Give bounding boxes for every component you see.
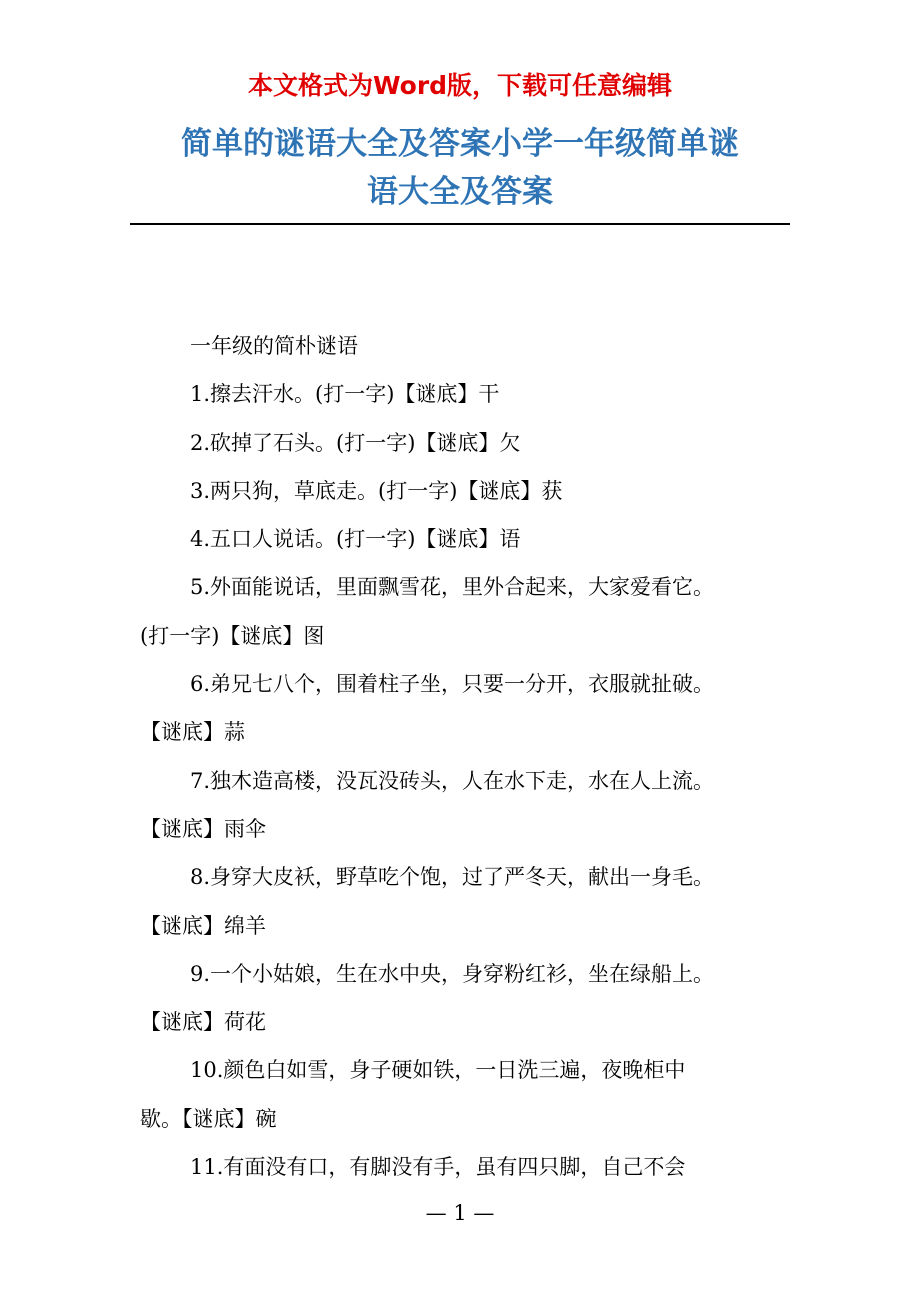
riddle-text-continued: 【谜底】雨伞 (140, 816, 266, 841)
riddle-text-continued: 【谜底】荷花 (140, 1010, 266, 1035)
riddle-item-4 (140, 515, 795, 563)
riddle-text: 3.两只狗，草底走。(打一字)【谜底】获 (190, 478, 563, 503)
riddle-text: 11.有面没有口，有脚没有手，虽有四只脚，自己不会 (190, 1155, 686, 1180)
riddle-item-3 (140, 467, 795, 515)
riddle-text-continued: 【谜底】蒜 (140, 720, 245, 745)
riddle-item-9 (140, 950, 795, 1047)
document-title-line-2: 语大全及答案 (367, 174, 553, 210)
riddle-item-2 (140, 419, 795, 467)
riddle-text-continued: 歇。【谜底】碗 (140, 1106, 277, 1131)
riddle-text: 2.砍掉了石头。(打一字)【谜底】欠 (190, 430, 521, 455)
riddle-text: 6.弟兄七八个，围着柱子坐，只要一分开，衣服就扯破。 (190, 672, 715, 697)
title-divider (130, 223, 790, 225)
document-title-line-1: 简单的谜语大全及答案小学一年级简单谜 (181, 126, 739, 162)
riddle-item-6 (140, 660, 795, 757)
riddle-text-continued: 【谜底】绵羊 (140, 913, 266, 938)
riddle-item-10 (140, 1046, 795, 1143)
riddle-text: 1.擦去汗水。(打一字)【谜底】干 (190, 382, 500, 407)
riddle-text: 5.外面能说话，里面飘雪花，里外合起来，大家爱看它。 (190, 575, 715, 600)
riddle-item-5 (140, 563, 795, 660)
riddle-text: 8.身穿大皮袄，野草吃个饱，过了严冬天，献出一身毛。 (190, 865, 715, 890)
riddle-item-8 (140, 853, 795, 950)
riddle-text: 10.颜色白如雪，身子硬如铁，一日洗三遍，夜晚柜中 (190, 1058, 686, 1083)
section-heading: 一年级的简朴谜语 (190, 334, 358, 358)
riddle-text-continued: (打一字)【谜底】图 (140, 623, 325, 648)
riddle-text: 9.一个小姑娘，生在水中央，身穿粉红衫，坐在绿船上。 (190, 961, 715, 986)
page-number: — 1 — (425, 1201, 495, 1225)
riddle-text: 4.五口人说话。(打一字)【谜底】语 (190, 527, 521, 552)
format-notice-banner: 本文格式为Word版，下载可任意编辑 (247, 71, 673, 100)
riddle-item-1 (140, 370, 795, 418)
riddle-item-7 (140, 757, 795, 854)
document-title (130, 120, 790, 216)
document-body (140, 322, 795, 1191)
riddle-text: 7.独木造高楼，没瓦没砖头，人在水下走，水在人上流。 (190, 768, 715, 793)
riddle-item-11 (140, 1143, 795, 1191)
